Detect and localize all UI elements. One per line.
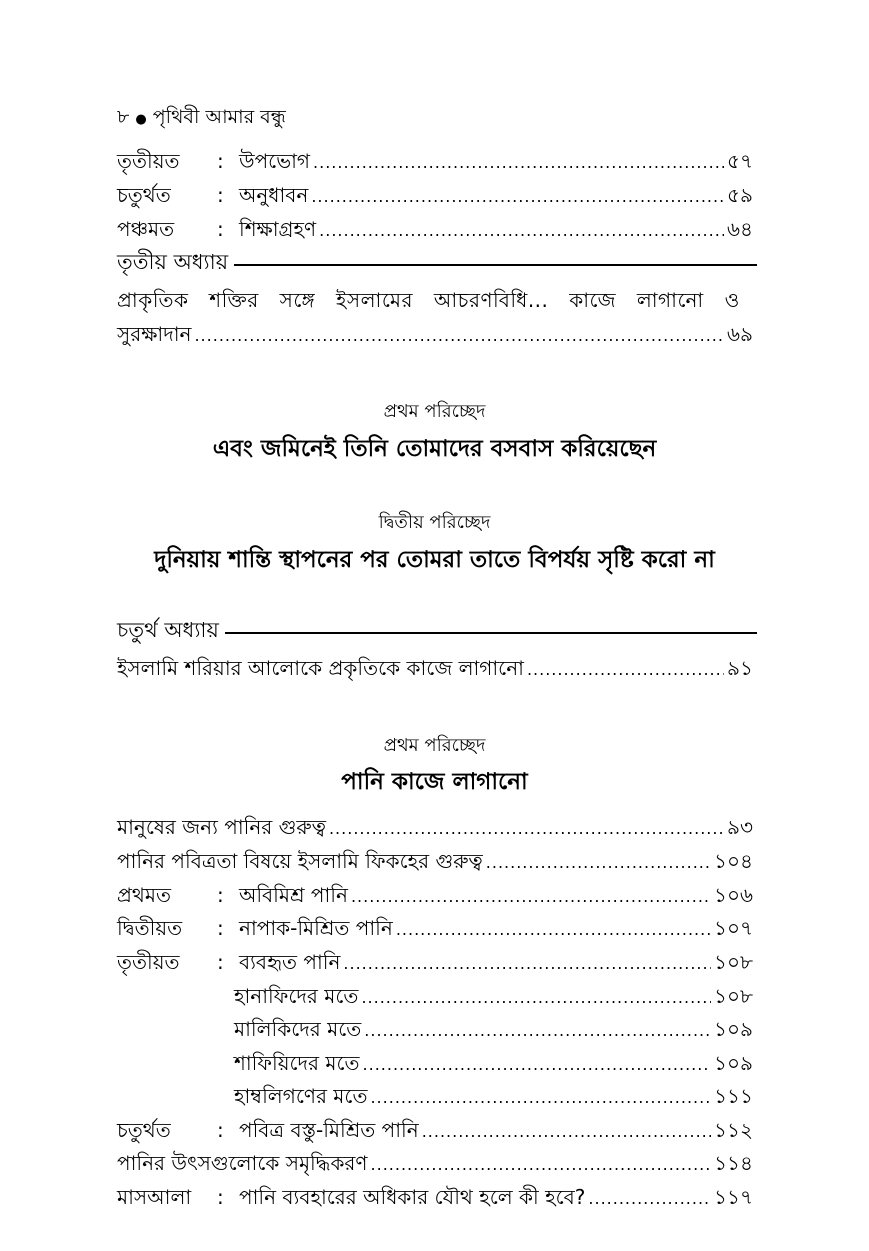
dot-leader [329, 819, 724, 838]
entry-text: হাম্বলিগণের মতে [234, 1084, 368, 1108]
entry-text: শিক্ষাগ্রহণ [239, 217, 317, 241]
section-label: প্রথম পরিচ্ছেদ [383, 735, 486, 756]
entry-text: হানাফিদের মতে [234, 984, 359, 1008]
toc-subentry[interactable] [117, 1015, 753, 1043]
dot-leader [363, 1055, 712, 1074]
page-number: ৮ [117, 106, 130, 128]
dot-leader [319, 221, 724, 240]
entry-text: ব্যবহৃত পানি [239, 950, 341, 974]
toc-entry[interactable] [117, 147, 753, 175]
section-title[interactable]: পানি কাজে লাগানো [341, 769, 528, 795]
divider-rule [225, 632, 757, 634]
entry-page: ১০৬ [714, 883, 753, 907]
running-header [117, 103, 286, 135]
entry-text: ইসলামি শরিয়ার আলোকে প্রকৃতিকে কাজে লাগানো [117, 656, 524, 680]
entry-text: অনুধাবন [239, 183, 309, 207]
entry-text: উপভোগ [239, 149, 311, 173]
entry-text: পানির উৎসগুলোকে সমৃদ্ধিকরণ [117, 1151, 368, 1175]
section-title[interactable]: এবং জমিনেই তিনি তোমাদের বসবাস করিয়েছেন [212, 436, 657, 462]
entry-text: পবিত্র বস্তু-মিশ্রিত পানি [239, 1118, 419, 1142]
toc-entry[interactable] [117, 1149, 753, 1177]
entry-label: তৃতীয়ত [117, 149, 180, 173]
toc-entry[interactable] [117, 881, 753, 909]
dot-leader [527, 660, 724, 679]
chapter-title: তৃতীয় অধ্যায় [117, 249, 229, 274]
toc-entry[interactable] [117, 948, 753, 976]
entry-page: ৯৩ [727, 815, 753, 839]
entry-page: ১০৮ [714, 950, 753, 974]
dot-leader [422, 1122, 711, 1141]
dot-leader [486, 853, 711, 872]
entry-page: ৫৯ [727, 183, 753, 207]
entry-label: প্রথমত [117, 883, 171, 907]
entry-text: মানুষের জন্য পানির গুরুত্ব [117, 815, 326, 839]
entry-colon: : [217, 916, 224, 940]
chapter-entry-line[interactable]: প্রাকৃতিক শক্তির সঙ্গে ইসলামের আচরণবিধি... কাজে লাগানো ও [117, 288, 740, 312]
entry-text: সুরক্ষাদান [117, 322, 192, 346]
toc-subentry[interactable] [117, 1082, 753, 1110]
entry-text: নাপাক-মিশ্রিত পানি [239, 916, 393, 940]
entry-page: ৬৯ [727, 322, 753, 346]
entry-colon: : [217, 183, 224, 207]
book-title: পৃথিবী আমার বন্ধু [152, 106, 286, 128]
entry-page: ১০৮ [714, 984, 753, 1008]
toc-entry[interactable] [117, 914, 753, 942]
dot-leader [311, 187, 724, 206]
toc-entry[interactable] [117, 215, 753, 243]
entry-page: ১০৯ [714, 1017, 753, 1041]
entry-text: পানি ব্যবহারের অধিকার যৌথ হলে কী হবে? [239, 1185, 586, 1209]
dot-leader [588, 1189, 711, 1208]
entry-text: অবিমিশ্র পানি [239, 883, 348, 907]
entry-text: শাফিয়িদের মতে [234, 1051, 360, 1075]
section-label: দ্বিতীয় পরিচ্ছেদ [378, 512, 491, 533]
toc-entry[interactable] [117, 1183, 753, 1211]
toc-entry[interactable] [117, 181, 753, 209]
dot-leader [361, 988, 711, 1007]
entry-label: পঞ্চমত [117, 217, 175, 241]
entry-text: পানির পবিত্রতা বিষয়ে ইসলামি ফিকহের গুরুত্ব [117, 849, 483, 873]
dot-leader [313, 153, 724, 172]
entry-page: ১০৭ [714, 916, 753, 940]
entry-colon: : [217, 1185, 224, 1209]
chapter-title: চতুর্থ অধ্যায় [117, 617, 219, 642]
dot-leader [364, 1021, 711, 1040]
entry-label: চতুর্থত [117, 1118, 171, 1142]
section-title[interactable]: দুনিয়ায় শান্তি স্থাপনের পর তোমরা তাতে বিপর্যয় সৃষ্টি করো না [154, 547, 715, 573]
entry-page: ১০৯ [714, 1051, 753, 1075]
entry-page: ৫৭ [727, 149, 753, 173]
dot-leader [396, 920, 711, 939]
entry-colon: : [217, 217, 224, 241]
entry-colon: : [217, 149, 224, 173]
entry-page: ১১২ [714, 1118, 753, 1142]
bullet-icon: ● [135, 112, 147, 127]
toc-subentry[interactable] [117, 1049, 753, 1077]
entry-label: মাসআলা [117, 1185, 192, 1209]
toc-entry[interactable] [117, 654, 753, 682]
entry-text: মালিকিদের মতে [234, 1017, 362, 1041]
entry-colon: : [217, 1118, 224, 1142]
entry-page: ১১১ [714, 1084, 753, 1108]
toc-entry[interactable] [117, 320, 753, 348]
toc-entry[interactable] [117, 847, 753, 875]
entry-colon: : [217, 950, 224, 974]
dot-leader [370, 1088, 711, 1107]
chapter-heading [117, 616, 757, 646]
chapter-heading [117, 248, 757, 278]
dot-leader [194, 326, 724, 345]
dot-leader [351, 887, 711, 906]
divider-rule [234, 264, 757, 266]
entry-page: ৯১ [727, 656, 753, 680]
toc-entry[interactable] [117, 813, 753, 841]
entry-colon: : [217, 883, 224, 907]
section-label: প্রথম পরিচ্ছেদ [383, 401, 486, 422]
entry-label: তৃতীয়ত [117, 950, 180, 974]
entry-label: চতুর্থত [117, 183, 171, 207]
entry-label: দ্বিতীয়ত [117, 916, 183, 940]
dot-leader [343, 954, 711, 973]
toc-subentry[interactable] [117, 982, 753, 1010]
entry-page: ১১৭ [714, 1185, 753, 1209]
toc-entry[interactable] [117, 1116, 753, 1144]
entry-page: ৬৪ [727, 217, 753, 241]
entry-page: ১১৪ [714, 1151, 753, 1175]
entry-page: ১০৪ [714, 849, 753, 873]
dot-leader [371, 1155, 712, 1174]
